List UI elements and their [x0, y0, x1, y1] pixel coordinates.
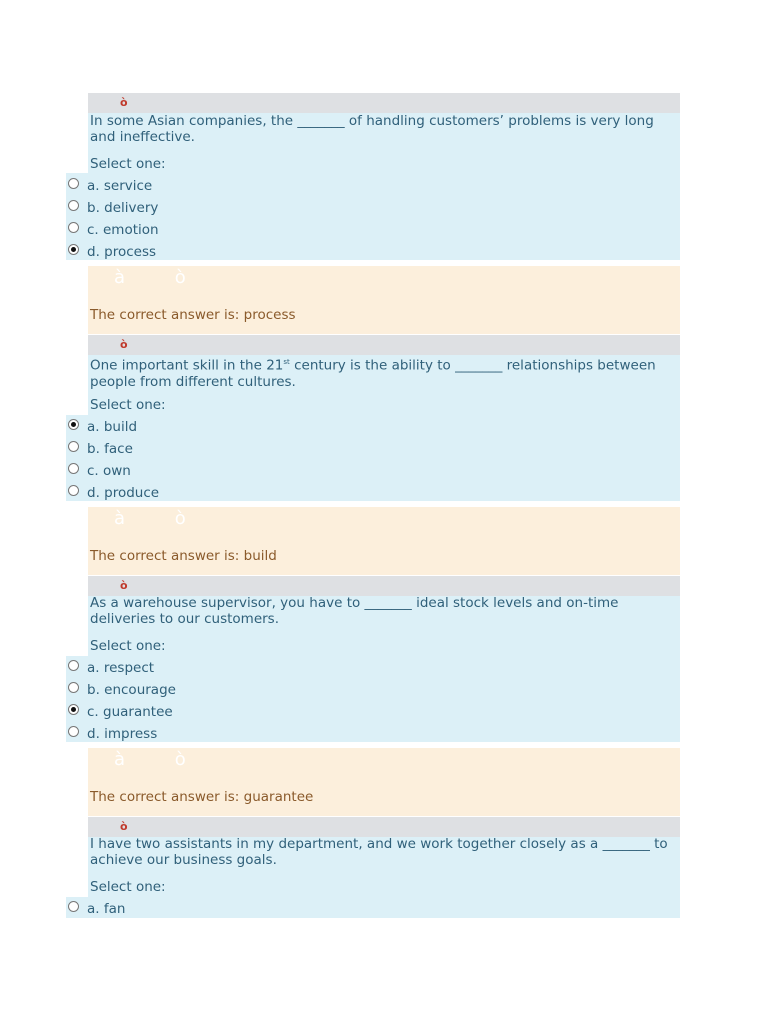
- option-d[interactable]: [66, 242, 366, 262]
- correct-answer-text: The correct answer is: process: [90, 307, 296, 323]
- feedback-icons: à ò: [114, 749, 208, 770]
- option-label: c. guarantee: [87, 704, 173, 720]
- option-label: d. impress: [87, 726, 158, 742]
- option-label: c. emotion: [87, 222, 159, 238]
- option-d[interactable]: [66, 724, 366, 744]
- flag-icon[interactable]: ò: [120, 579, 128, 592]
- option-c[interactable]: [66, 220, 366, 240]
- option-label: a. fan: [87, 901, 126, 917]
- radio-button[interactable]: [68, 726, 79, 737]
- option-label: c. own: [87, 463, 131, 479]
- option-a[interactable]: [66, 176, 366, 196]
- question-2-header: [88, 335, 680, 355]
- question-2-text-sup: st: [283, 358, 290, 366]
- option-label: a. build: [87, 419, 138, 435]
- question-4-text: I have two assistants in my department, and we work together closely as a _______ to achieve our business goals.: [90, 836, 668, 868]
- option-b[interactable]: [66, 680, 366, 700]
- option-label: d. process: [87, 244, 157, 260]
- question-3-header: [88, 576, 680, 596]
- option-a[interactable]: [66, 899, 366, 919]
- radio-button[interactable]: [68, 660, 79, 671]
- feedback-icons: à ò: [114, 267, 208, 288]
- correct-answer-text: The correct answer is: guarantee: [90, 789, 314, 805]
- question-2-text-part: One important skill in the 21: [90, 357, 284, 374]
- option-a[interactable]: [66, 417, 366, 437]
- option-a[interactable]: [66, 658, 366, 678]
- radio-button-checked[interactable]: [68, 419, 79, 430]
- radio-button[interactable]: [68, 222, 79, 233]
- option-b[interactable]: [66, 198, 366, 218]
- option-label: a. respect: [87, 660, 155, 676]
- option-label: d. produce: [87, 485, 160, 501]
- option-label: b. delivery: [87, 200, 159, 216]
- radio-button[interactable]: [68, 441, 79, 452]
- radio-button[interactable]: [68, 901, 79, 912]
- option-c[interactable]: [66, 461, 366, 481]
- question-4-header: [88, 817, 680, 837]
- option-label: a. service: [87, 178, 153, 194]
- question-2-text: [90, 354, 680, 390]
- flag-icon[interactable]: ò: [120, 338, 128, 351]
- flag-icon[interactable]: ò: [120, 96, 128, 109]
- select-one-label: Select one:: [90, 879, 166, 895]
- question-3-text: As a warehouse supervisor, you have to _______ ideal stock levels and on-time deliveries to our customers.: [90, 595, 619, 627]
- flag-icon[interactable]: ò: [120, 820, 128, 833]
- option-c[interactable]: [66, 702, 366, 722]
- option-d[interactable]: [66, 483, 366, 503]
- radio-button[interactable]: [68, 682, 79, 693]
- select-one-label: Select one:: [90, 397, 166, 413]
- radio-button[interactable]: [68, 200, 79, 211]
- radio-button-checked[interactable]: [68, 244, 79, 255]
- question-1-text: In some Asian companies, the _______ of handling customers’ problems is very long and ineffective.: [90, 113, 654, 145]
- question-1-header: [88, 93, 680, 113]
- radio-button[interactable]: [68, 485, 79, 496]
- correct-answer-text: The correct answer is: build: [90, 548, 277, 564]
- select-one-label: Select one:: [90, 156, 166, 172]
- radio-button[interactable]: [68, 178, 79, 189]
- feedback-icons: à ò: [114, 508, 208, 529]
- radio-button-checked[interactable]: [68, 704, 79, 715]
- option-label: b. face: [87, 441, 133, 457]
- option-label: b. encourage: [87, 682, 176, 698]
- question-2-text-part: century is the ability to _______ relationships between people from different cultures.: [90, 357, 656, 390]
- radio-button[interactable]: [68, 463, 79, 474]
- option-b[interactable]: [66, 439, 366, 459]
- select-one-label: Select one:: [90, 638, 166, 654]
